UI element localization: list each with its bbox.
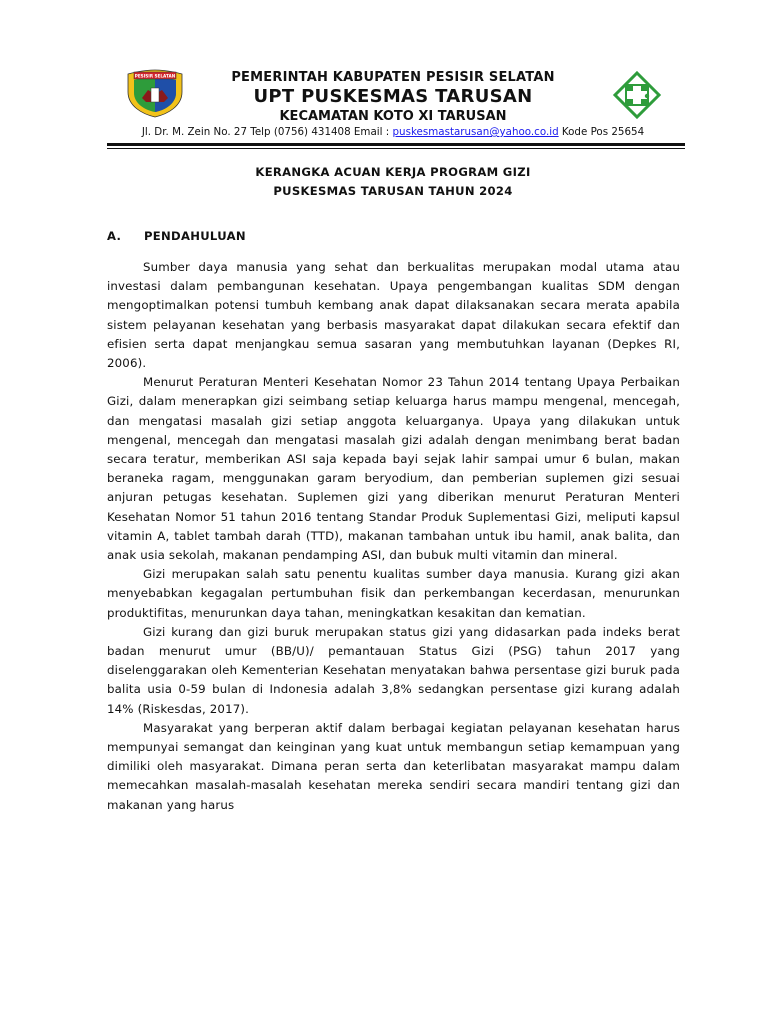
district-name: KECAMATAN KOTO XI TARUSAN [279,109,507,124]
document-title-line2: PUSKESMAS TARUSAN TAHUN 2024 [273,184,513,198]
address-line [0,126,768,138]
emblem-label: PESISIR SELATAN [134,73,176,79]
section-title: PENDAHULUAN [144,229,246,243]
paragraph: Gizi kurang dan gizi buruk merupakan status gizi yang didasarkan pada indeks berat badan menurut umur (BB/U)/ pemantauan Status Gizi (PSG) tahun 2017 yang diselenggarakan oleh Kementerian Kesehatan menyatakan bahwa persentase gizi buruk pada balita usia 0-59 bulan di Indonesia adalah 3,8% sedangkan persentase gizi kurang adalah 14% (Riskesdas, 2017). [107,624,680,716]
paragraph: Menurut Peraturan Menteri Kesehatan Nomor 23 Tahun 2014 tentang Upaya Perbaikan Gizi, dalam menerapkan gizi seimbang setiap keluarga harus mampu mengenal, mencegah, dan mengatasi masalah gizi setiap anggota keluarganya. Upaya yang dilakukan untuk mengenal, mencegah dan mengatasi masalah gizi adalah dengan menimbang berat badan secara teratur, memberikan ASI saja kepada bayi sejak lahir sampai umur 6 bulan, makan beraneka ragam, menggunakan garam beryodium, dan pemberian suplemen gizi sesuai anjuran petugas kesehatan. Suplemen gizi yang diberikan menurut Peraturan Menteri Kesehatan Nomor 51 tahun 2016 tentang Standar Produk Suplementasi Gizi, meliputi kapsul vitamin A, tablet tambah darah (TTD), makanan tambahan untuk ibu hamil, anak balita, dan anak usia sekolah, makanan pendamping ASI, dan bubuk multi vitamin dan mineral. [107,375,680,563]
section-number: A. [107,229,122,243]
document-title-line1: KERANGKA ACUAN KERJA PROGRAM GIZI [255,165,531,179]
paragraph: Gizi merupakan salah satu penentu kualitas sumber daya manusia. Kurang gizi akan menyebabkan kegagalan pertumbuhan fisik dan perkembangan kecerdasan, menurunkan produktifitas, menurunkan daya tahan, meningkatkan kesakitan dan kematian. [107,567,680,620]
section-heading [107,229,246,243]
letterhead-rule-thin [107,148,685,149]
paragraph: Masyarakat yang berperan aktif dalam berbagai kegiatan pelayanan kesehatan harus mempunyai semangat dan keinginan yang kuat untuk membangun setiap kemampuan yang dimiliki oleh masyarakat. Dimana peran serta dan keterlibatan masyarakat mampu dalam memecahkan masalah-masalah kesehatan mereka sendiri secara mandiri tentang gizi dan makanan yang harus [107,720,680,812]
address-prefix: Jl. Dr. M. Zein No. 27 Telp (0756) 431408 Email : [141,126,393,138]
government-name: PEMERINTAH KABUPATEN PESISIR SELATAN [231,70,555,85]
body-text [107,258,680,815]
letterhead-rule-thick [107,143,685,146]
address-suffix: Kode Pos 25654 [558,126,645,138]
paragraph: Sumber daya manusia yang sehat dan berkualitas merupakan modal utama atau investasi dalam pembangunan kesehatan. Upaya pengembangan kualitas SDM dengan mengoptimalkan potensi tumbuh kembang anak dapat dilaksanakan secara merata apabila sistem pelayanan kesehatan yang berbasis masyarakat dapat dilakukan secara efektif dan efisien serta dapat menjangkau semua sasaran yang membutuhkan layanan (Depkes RI, 2006). [107,260,680,371]
institution-name: UPT PUSKESMAS TARUSAN [253,86,533,107]
email-link[interactable]: puskesmastarusan@yahoo.co.id [392,126,559,138]
